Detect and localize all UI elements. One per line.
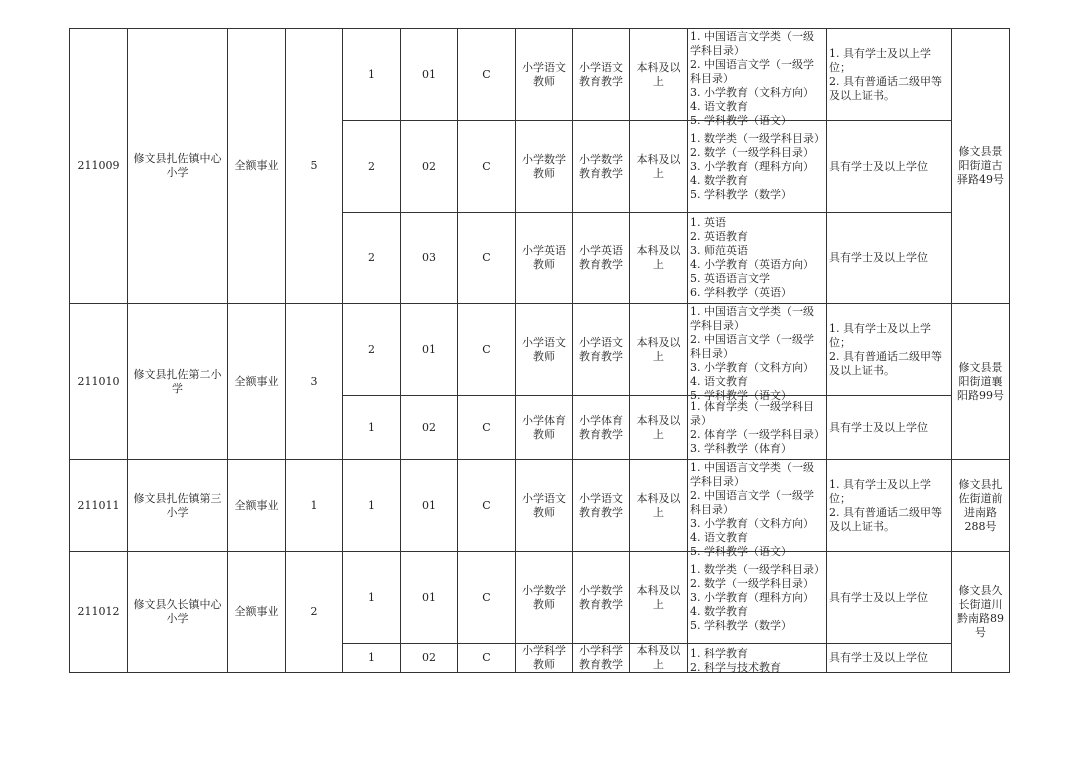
major-requirements-line: 1. 体育学类（一级学科目录） — [690, 399, 814, 427]
other-requirements-line: 具有学士及以上学位 — [829, 651, 928, 664]
unit-name: 修文县扎佐镇第三小学 — [128, 460, 228, 552]
major-requirements-line: 3. 师范英语 — [690, 244, 748, 257]
major-requirements-line: 4. 语文教育 — [690, 374, 748, 388]
education-level: 本科及以上 — [630, 552, 688, 644]
major-requirements-line: 1. 数学类（一级学科目录） — [690, 131, 825, 145]
position-title: 小学科学教师 — [516, 644, 573, 673]
major-requirements-line: 5. 学科教学（数学） — [690, 187, 792, 201]
major-requirements — [688, 121, 827, 213]
major-requirements-line: 5. 学科教学（语文） — [690, 113, 792, 127]
other-requirements-list — [829, 322, 949, 378]
unit-address: 修文县扎佐街道前进南路288号 — [952, 460, 1010, 552]
unit-address: 修文县景阳街道古驿路49号 — [952, 29, 1010, 304]
position-code: 02 — [401, 644, 458, 673]
other-requirements — [827, 460, 952, 552]
position-category: C — [458, 213, 516, 304]
other-requirements-list — [829, 421, 949, 435]
position-code: 01 — [401, 304, 458, 396]
other-requirements-line: 具有学士及以上学位 — [829, 420, 928, 434]
other-requirements — [827, 304, 952, 396]
other-requirements — [827, 121, 952, 213]
unit-code: 211011 — [70, 460, 128, 552]
major-requirements — [688, 213, 827, 304]
unit-name: 修文县扎佐第二小学 — [128, 304, 228, 460]
unit-name: 修文县扎佐镇中心小学 — [128, 29, 228, 304]
major-requirements-list — [690, 216, 824, 300]
recruitment-table — [69, 28, 1010, 673]
other-requirements-line: 具有学士及以上学位 — [829, 590, 928, 604]
major-requirements-list — [690, 563, 824, 633]
unit-total: 3 — [286, 304, 343, 460]
position-code: 02 — [401, 121, 458, 213]
table-row — [70, 304, 1010, 396]
education-level: 本科及以上 — [630, 29, 688, 121]
major-requirements-line: 2. 体育学（一级学科目录） — [690, 427, 825, 441]
position-category: C — [458, 460, 516, 552]
position-desc: 小学数学教育教学 — [573, 121, 630, 213]
major-requirements-line: 3. 小学教育（理科方向） — [690, 159, 814, 173]
other-requirements-line: 2. 具有普通话二级甲等及以上证书。 — [829, 74, 942, 102]
unit-type: 全额事业 — [228, 460, 286, 552]
other-requirements — [827, 396, 952, 460]
table-row — [70, 29, 1010, 121]
position-title: 小学语文教师 — [516, 29, 573, 121]
position-code: 01 — [401, 460, 458, 552]
other-requirements-list — [829, 651, 949, 665]
major-requirements-line: 2. 数学（一级学科目录） — [690, 576, 814, 590]
table-row — [70, 460, 1010, 552]
unit-total: 2 — [286, 552, 343, 673]
major-requirements-line: 2. 科学与技术教育 — [690, 661, 781, 674]
other-requirements — [827, 29, 952, 121]
position-title: 小学数学教师 — [516, 552, 573, 644]
major-requirements-line: 4. 语文教育 — [690, 99, 748, 113]
other-requirements-list — [829, 47, 949, 103]
education-level: 本科及以上 — [630, 644, 688, 673]
position-count: 2 — [343, 213, 401, 304]
major-requirements-line: 3. 小学教育（文科方向） — [690, 360, 814, 374]
table-row — [70, 552, 1010, 644]
other-requirements — [827, 213, 952, 304]
major-requirements-line: 1. 中国语言文学类（一级学科目录） — [690, 29, 814, 57]
major-requirements-line: 3. 学科教学（体育） — [690, 441, 792, 455]
major-requirements — [688, 396, 827, 460]
major-requirements-list — [690, 460, 824, 558]
position-code: 02 — [401, 396, 458, 460]
position-count: 1 — [343, 29, 401, 121]
position-title: 小学英语教师 — [516, 213, 573, 304]
unit-address: 修文县景阳街道襄阳路99号 — [952, 304, 1010, 460]
major-requirements-list — [690, 132, 824, 202]
major-requirements-line: 5. 学科教学（语文） — [690, 544, 792, 558]
other-requirements-list — [829, 251, 949, 265]
position-code: 01 — [401, 29, 458, 121]
major-requirements-line: 4. 数学教育 — [690, 173, 748, 187]
major-requirements-list — [690, 400, 824, 456]
major-requirements-line: 5. 学科教学（语文） — [690, 388, 792, 402]
major-requirements-line: 2. 数学（一级学科目录） — [690, 145, 814, 159]
position-title: 小学语文教师 — [516, 304, 573, 396]
major-requirements-line: 4. 数学教育 — [690, 604, 748, 618]
unit-type: 全额事业 — [228, 304, 286, 460]
other-requirements-line: 1. 具有学士及以上学位； — [829, 477, 931, 505]
major-requirements-list — [690, 647, 824, 674]
position-count: 2 — [343, 121, 401, 213]
major-requirements-list — [690, 29, 824, 127]
position-count: 1 — [343, 644, 401, 673]
position-category: C — [458, 121, 516, 213]
unit-address: 修文县久长街道川黔南路89号 — [952, 552, 1010, 673]
major-requirements-line: 2. 中国语言文学（一级学科目录） — [690, 332, 814, 360]
other-requirements-line: 2. 具有普通话二级甲等及以上证书。 — [829, 505, 942, 533]
position-desc: 小学数学教育教学 — [573, 552, 630, 644]
position-desc: 小学科学教育教学 — [573, 644, 630, 673]
unit-code: 211009 — [70, 29, 128, 304]
other-requirements — [827, 552, 952, 644]
other-requirements-line: 1. 具有学士及以上学位； — [829, 46, 931, 74]
unit-type: 全额事业 — [228, 552, 286, 673]
position-category: C — [458, 644, 516, 673]
major-requirements-line: 5. 英语语言文学 — [690, 272, 770, 285]
position-desc: 小学语文教育教学 — [573, 460, 630, 552]
position-title: 小学体育教师 — [516, 396, 573, 460]
unit-name: 修文县久长镇中心小学 — [128, 552, 228, 673]
position-category: C — [458, 304, 516, 396]
position-desc: 小学英语教育教学 — [573, 213, 630, 304]
other-requirements-list — [829, 591, 949, 605]
unit-type: 全额事业 — [228, 29, 286, 304]
major-requirements-line: 1. 科学教育 — [690, 647, 748, 660]
unit-total: 5 — [286, 29, 343, 304]
position-category: C — [458, 29, 516, 121]
unit-code: 211010 — [70, 304, 128, 460]
other-requirements-line: 2. 具有普通话二级甲等及以上证书。 — [829, 349, 942, 377]
position-category: C — [458, 396, 516, 460]
major-requirements-line: 3. 小学教育（文科方向） — [690, 516, 814, 530]
position-desc: 小学语文教育教学 — [573, 304, 630, 396]
other-requirements-line: 1. 具有学士及以上学位； — [829, 321, 931, 349]
position-title: 小学语文教师 — [516, 460, 573, 552]
major-requirements-line: 1. 中国语言文学类（一级学科目录） — [690, 460, 814, 488]
major-requirements-line: 2. 中国语言文学（一级学科目录） — [690, 488, 814, 516]
position-code: 03 — [401, 213, 458, 304]
other-requirements-line: 具有学士及以上学位 — [829, 251, 928, 264]
position-desc: 小学体育教育教学 — [573, 396, 630, 460]
major-requirements-list — [690, 304, 824, 402]
unit-code: 211012 — [70, 552, 128, 673]
other-requirements-list — [829, 160, 949, 174]
education-level: 本科及以上 — [630, 460, 688, 552]
education-level: 本科及以上 — [630, 396, 688, 460]
other-requirements-list — [829, 478, 949, 534]
major-requirements-line: 4. 小学教育（英语方向） — [690, 258, 814, 271]
position-title: 小学数学教师 — [516, 121, 573, 213]
major-requirements — [688, 29, 827, 127]
education-level: 本科及以上 — [630, 213, 688, 304]
position-count: 1 — [343, 460, 401, 552]
major-requirements — [688, 552, 827, 644]
position-code: 01 — [401, 552, 458, 644]
position-category: C — [458, 552, 516, 644]
major-requirements-line: 4. 语文教育 — [690, 530, 748, 544]
other-requirements — [827, 644, 952, 673]
major-requirements-line: 3. 小学教育（文科方向） — [690, 85, 814, 99]
major-requirements — [688, 460, 827, 558]
major-requirements-line: 2. 英语教育 — [690, 230, 748, 243]
major-requirements — [688, 304, 827, 402]
major-requirements-line: 1. 英语 — [690, 216, 726, 229]
major-requirements — [688, 644, 827, 673]
education-level: 本科及以上 — [630, 304, 688, 396]
major-requirements-line: 2. 中国语言文学（一级学科目录） — [690, 57, 814, 85]
position-count: 1 — [343, 552, 401, 644]
major-requirements-line: 5. 学科教学（数学） — [690, 618, 792, 632]
major-requirements-line: 3. 小学教育（理科方向） — [690, 590, 814, 604]
unit-total: 1 — [286, 460, 343, 552]
other-requirements-line: 具有学士及以上学位 — [829, 159, 928, 173]
position-count: 2 — [343, 304, 401, 396]
position-count: 1 — [343, 396, 401, 460]
major-requirements-line: 1. 中国语言文学类（一级学科目录） — [690, 304, 814, 332]
major-requirements-line: 1. 数学类（一级学科目录） — [690, 562, 825, 576]
position-desc: 小学语文教育教学 — [573, 29, 630, 121]
education-level: 本科及以上 — [630, 121, 688, 213]
major-requirements-line: 6. 学科教学（英语） — [690, 286, 792, 299]
